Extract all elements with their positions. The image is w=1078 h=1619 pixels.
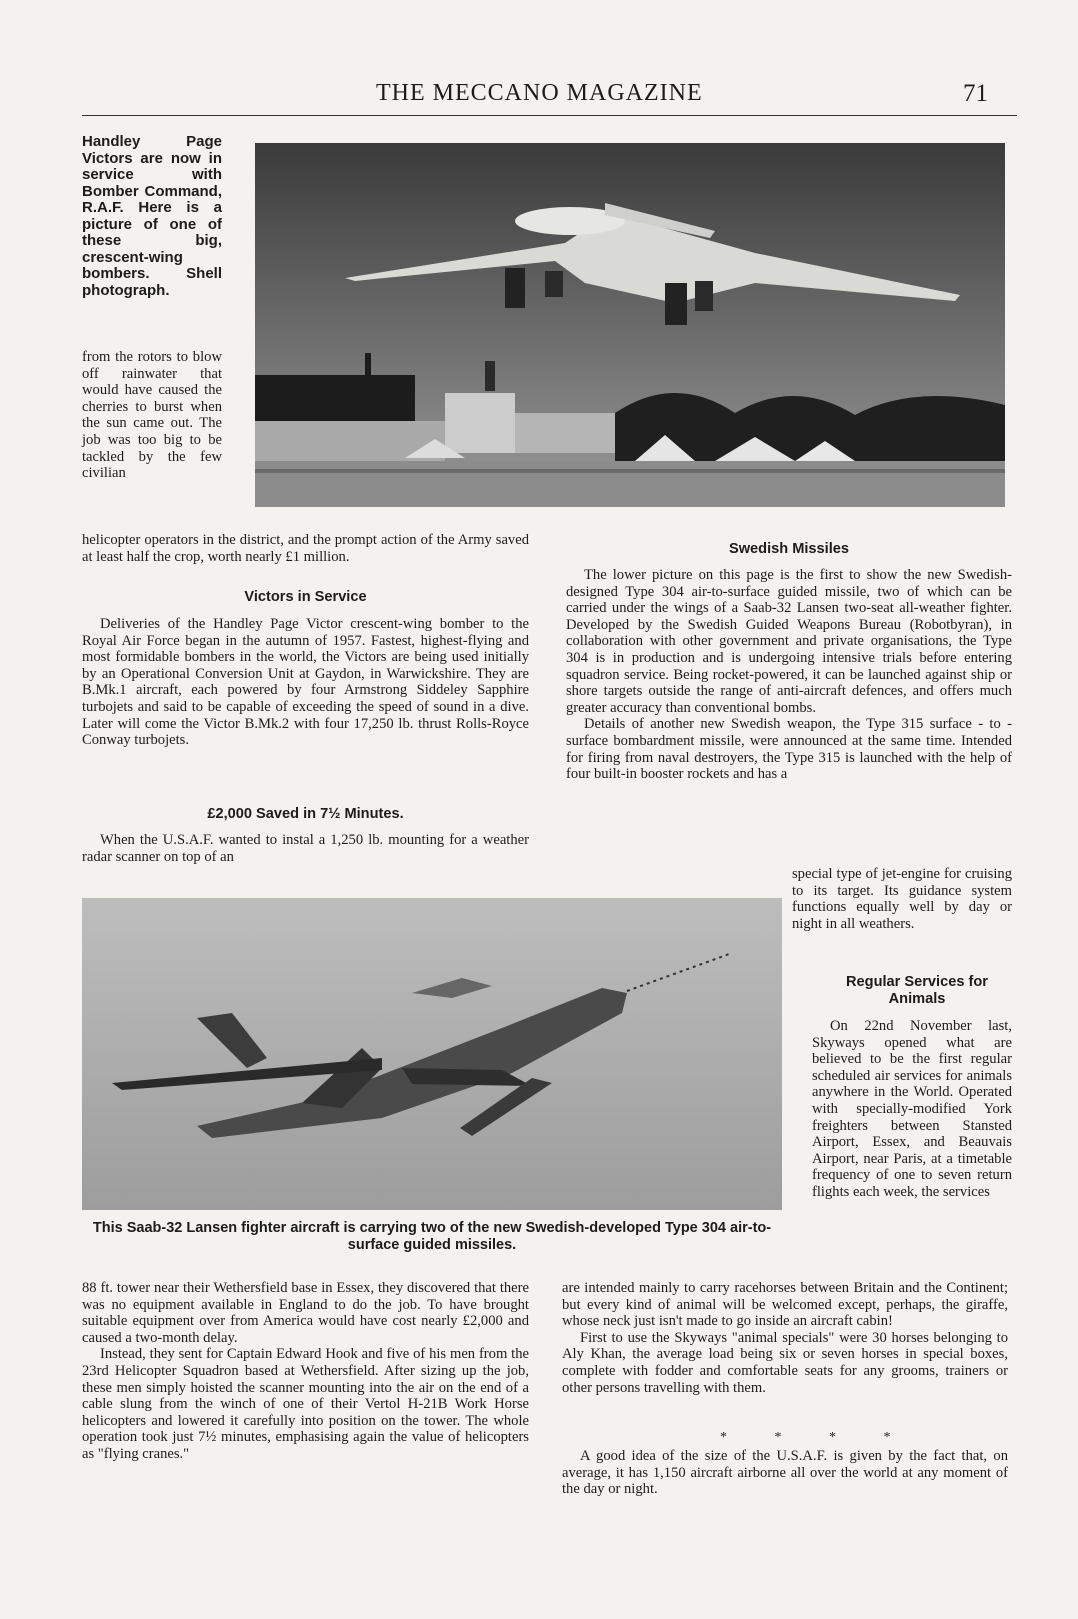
right-narrow-cont	[792, 866, 1012, 932]
paragraph: special type of jet-engine for cruising to its target. Its guidance system functions equally well by day or night in all weathers.	[792, 866, 1012, 932]
heading-regular-services-animals: Regular Services for Animals	[846, 974, 988, 1007]
left-column-saved	[82, 832, 529, 865]
victor-photo-caption: Handley Page Victors are now in service with Bomber Command, R.A.F. Here is a picture of one of these big, crescent-wing bombers. Shell photograph.	[82, 133, 222, 299]
magazine-title: THE MECCANO MAGAZINE	[376, 80, 703, 106]
section-divider-stars: * * * *	[720, 1430, 913, 1445]
bottom-left-column	[82, 1280, 529, 1463]
left-column-victors	[82, 616, 529, 749]
bottom-right-column	[562, 1280, 1008, 1396]
paragraph: First to use the Skyways "animal specials" were 30 horses belonging to Aly Khan, the average load being six or seven horses in special boxes, complete with fodder and comfortable seats for any grooms, trainers or other persons travelling with them.	[562, 1329, 1008, 1396]
header-rule	[82, 115, 1017, 116]
paragraph: On 22nd November last, Skyways opened what are believed to be the first regular scheduled air services for animals anywhere in the World. Operated with specially-modified York freighters between Stansted Airport, Essex, and Beauvais Airport, near Paris, at a timetable frequency of one to seven return flights each week, the services	[812, 1018, 1012, 1200]
paragraph: Instead, they sent for Captain Edward Hook and five of his men from the 23rd Helicopter Squadron based at Wethersfield. After sizing up the job, these men simply hoisted the scanner mounting into the air on the end of a cable slung from the winch of one of their Vertol H-21B Work Horse helicopters and lowered it carefully into position on the tower. The whole operation took just 7½ minutes, emphasising again the value of helicopters as "flying cranes."	[82, 1346, 529, 1462]
left-column-upper	[82, 532, 529, 565]
page-number: 71	[963, 80, 988, 107]
right-narrow-animals	[812, 1018, 1012, 1201]
paragraph: Deliveries of the Handley Page Victor crescent-wing bomber to the Royal Air Force began in the autumn of 1957. Fastest, highest-flying and most formidable bombers in the world, the Victors are being used initially by an Operational Conversion Unit at Gaydon, in Warwickshire. They are B.Mk.1 aircraft, each powered by four Armstrong Siddeley Sapphire turbojets and said to be capable of exceeding the speed of sound in a dive. Later will come the Victor B.Mk.2 with four 17,250 lb. thrust Rolls-Royce Conway turbojets.	[82, 616, 529, 749]
heading-victors-in-service: Victors in Service	[244, 589, 367, 605]
paragraph: are intended mainly to carry racehorses between Britain and the Continent; but every kind of animal will be welcomed except, perhaps, the giraffe, whose neck just isn't made to go inside an aircraft cabin!	[562, 1280, 1008, 1330]
heading-swedish-missiles: Swedish Missiles	[728, 541, 850, 557]
paragraph: The lower picture on this page is the first to show the new Swedish-designed Type 304 air-to-surface guided missile, two of which can be carried under the wings of a Saab-32 Lansen two-seat all-weather fighter. Developed by the Swedish Guided Weapons Bureau (Robotbyran), in collaboration with other government and private organisations, the Type 304 is in production and is undergoing intensive trials before entering squadron service. Being rocket-powered, it can be launched against ship or shore targets outside the range of anti-aircraft defences, and offers much greater accuracy than conventional bombs.	[566, 567, 1012, 716]
victor-bomber-photo	[255, 143, 1005, 507]
paragraph: Details of another new Swedish weapon, the Type 315 surface - to - surface bombardment missile, were announced at the same time. Intended for firing from naval destroyers, the Type 315 is launched with the help of four built-in booster rockets and has a	[566, 716, 1012, 783]
narrow-left-text	[82, 349, 222, 482]
bottom-right-final	[562, 1448, 1008, 1498]
paragraph: helicopter operators in the district, and the prompt action of the Army saved at least half the crop, worth nearly £1 million.	[82, 532, 529, 565]
paragraph: 88 ft. tower near their Wethersfield base in Essex, they discovered that there was no equipment available in England to do the job. To have brought suitable equipment over from America would have cost nearly £2,000 and caused a two-month delay.	[82, 1280, 529, 1346]
saab-photo-caption: This Saab-32 Lansen fighter aircraft is carrying two of the new Swedish-developed Type 304 air-to-surface guided missiles.	[92, 1220, 772, 1253]
paragraph: When the U.S.A.F. wanted to instal a 1,250 lb. mounting for a weather radar scanner on top of an	[82, 832, 529, 865]
paragraph: A good idea of the size of the U.S.A.F. is given by the fact that, on average, it has 1,150 aircraft airborne all over the world at any moment of the day or night.	[562, 1448, 1008, 1498]
heading-2000-saved: £2,000 Saved in 7½ Minutes.	[207, 806, 404, 822]
right-column-upper	[566, 567, 1012, 783]
paragraph: from the rotors to blow off rainwater that would have caused the cherries to burst when the sun came out. The job was too big to be tackled by the few civilian	[82, 349, 222, 482]
saab-lansen-photo	[82, 898, 782, 1210]
